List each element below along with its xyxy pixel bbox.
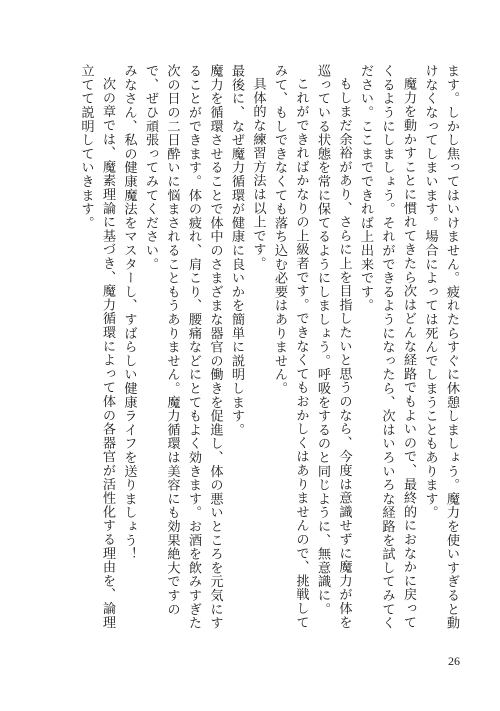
paragraph-2: 魔力を動かすことに慣れてきたら次はどんな経路でもよいので、最終的におなかに戻ってくるようにしましょう。それができるようになったら、次はいろいろな経路を試してみてください。ここまでできれば上出来です。 xyxy=(358,64,416,630)
paragraph-8: みなさん、私の健康魔法をマスターし、すばらしい健康ライフを送りましょう！ xyxy=(121,64,137,561)
paragraph-4: これができればかなりの上級者です。できなくてもおかしくはありませんので、挑戦してみて、もしできなくても落ち込む必要はありません。 xyxy=(272,64,309,630)
paragraph-9: 次の章では、魔素理論に基づき、魔力循環によって体の各器官が活性化する理由を、論理立てて説明していきます。 xyxy=(78,64,115,630)
paragraph-1: ます。しかし焦ってはいけません。疲れたらすぐに休憩しましょう。魔力を使いすぎると動けなくなってしまいます。場合によっては死んでしまうこともあります。 xyxy=(422,64,459,630)
page-number: 26 xyxy=(448,654,460,668)
paragraph-3: もしまだ余裕があり、さらに上を目指したいと思うのなら、今度は意識せずに魔力が体を巡っている状態を常に保てるようにしましょう。呼吸をするのと同じように、無意識に。 xyxy=(315,64,352,630)
body-text xyxy=(32,64,462,636)
paragraph-7: 魔力を循環させることで体中のさまざまな器官の働きを促進し、体の悪いところを元気にすることができます。体の疲れ、肩こり、腰痛などにとてもよく効きます。お酒を飲みすぎた次の日の二日酔いに悩まされることもうありません。魔力循環は美容にも効果絶大ですので、ぜひ頑張ってみてください。 xyxy=(143,64,223,630)
paragraph-5: 具体的な練習方法は以上です。 xyxy=(250,77,266,271)
paragraph-6: 最後に、なぜ魔力循環が健康に良いかを簡単に説明します。 xyxy=(229,64,244,437)
